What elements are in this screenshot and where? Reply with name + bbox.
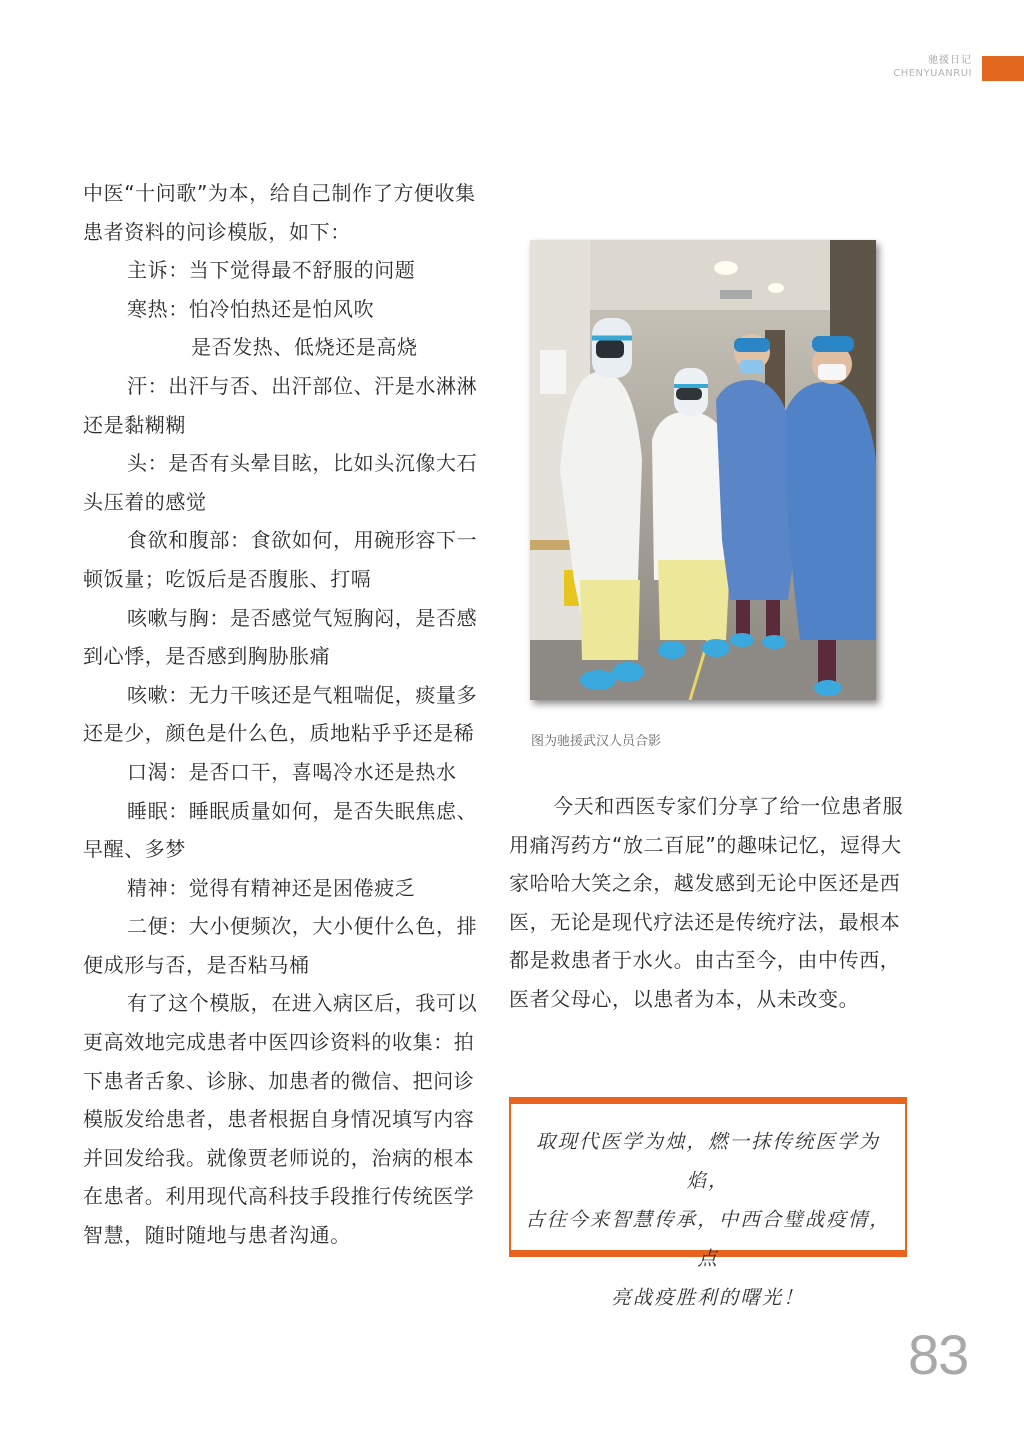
item-chief-complaint: 主诉：当下觉得最不舒服的问题 (127, 258, 416, 283)
right-paragraph: 今天和西医专家们分享了给一位患者服用痛泻药方“放二百屁”的趣味记忆，逗得大家哈哈大笑之余，越发感到无论中医还是西医，无论是现代疗法还是传统疗法，最根本都是救患者于水火。由古至今，由中传西，医者父母心，以患者为本，从未改变。 (509, 794, 904, 1011)
header (893, 54, 972, 80)
header-accent-tab (982, 56, 1024, 81)
header-subtitle: CHENYUANRUI (893, 68, 972, 79)
item-sweat: 汗：出汗与否、出汗部位、汗是水淋淋还是黏糊糊 (83, 373, 478, 437)
item-fever: 是否发热、低烧还是高烧 (191, 335, 418, 360)
header-title: 驰援日记 (928, 55, 972, 66)
item-head: 头：是否有头晕目眩，比如头沉像大石头压着的感觉 (83, 451, 478, 514)
group-photo (530, 240, 876, 700)
item-spirit: 精神：觉得有精神还是困倦疲乏 (127, 875, 416, 900)
item-sleep: 睡眠：睡眠质量如何，是否失眠焦虑、早醒、多梦 (83, 798, 478, 862)
intro-paragraph: 中医“十问歌”为本，给自己制作了方便收集患者资料的问诊模版，如下： (83, 181, 476, 244)
quote-text (515, 1122, 901, 1317)
page-number: 83 (908, 1323, 969, 1386)
item-cough-chest: 咳嗽与胸：是否感觉气短胸闷，是否感到心悸，是否感到胸胁胀痛 (83, 605, 478, 669)
item-excretion: 二便：大小便频次，大小便什么色，排便成形与否，是否粘马桶 (83, 914, 478, 977)
photo-caption: 图为驰援武汉人员合影 (531, 734, 662, 749)
item-thirst: 口渴：是否口干，喜喝冷水还是热水 (127, 759, 457, 784)
item-cough: 咳嗽：无力干咳还是气粗喘促，痰量多还是少，颜色是什么色，质地粘乎乎还是稀 (83, 682, 478, 746)
quote-box (509, 1097, 907, 1309)
item-appetite: 食欲和腹部：食欲如何，用碗形容下一顿饭量；吃饭后是否腹胀、打嗝 (83, 528, 478, 591)
item-cold-heat: 寒热：怕冷怕热还是怕风吹 (127, 296, 375, 321)
left-column (83, 174, 483, 1255)
right-column (509, 787, 913, 1019)
quote-line-2: 古往今来智慧传承，中西合璧战疫情，点 (525, 1208, 891, 1270)
conclusion-paragraph: 有了这个模版，在进入病区后，我可以更高效地完成患者中医四诊资料的收集：拍下患者舌象、诊脉、加患者的微信、把问诊模版发给患者，患者根据自身情况填写内容并回发给我。就像贾老师说的，治病的根本在患者。利用现代高科技手段推行传统医学智慧，随时随地与患者沟通。 (83, 991, 478, 1248)
quote-line-3: 亮战疫胜利的曙光！ (611, 1286, 805, 1309)
quote-line-1: 取现代医学为烛，燃一抹传统医学为焰， (535, 1130, 880, 1192)
